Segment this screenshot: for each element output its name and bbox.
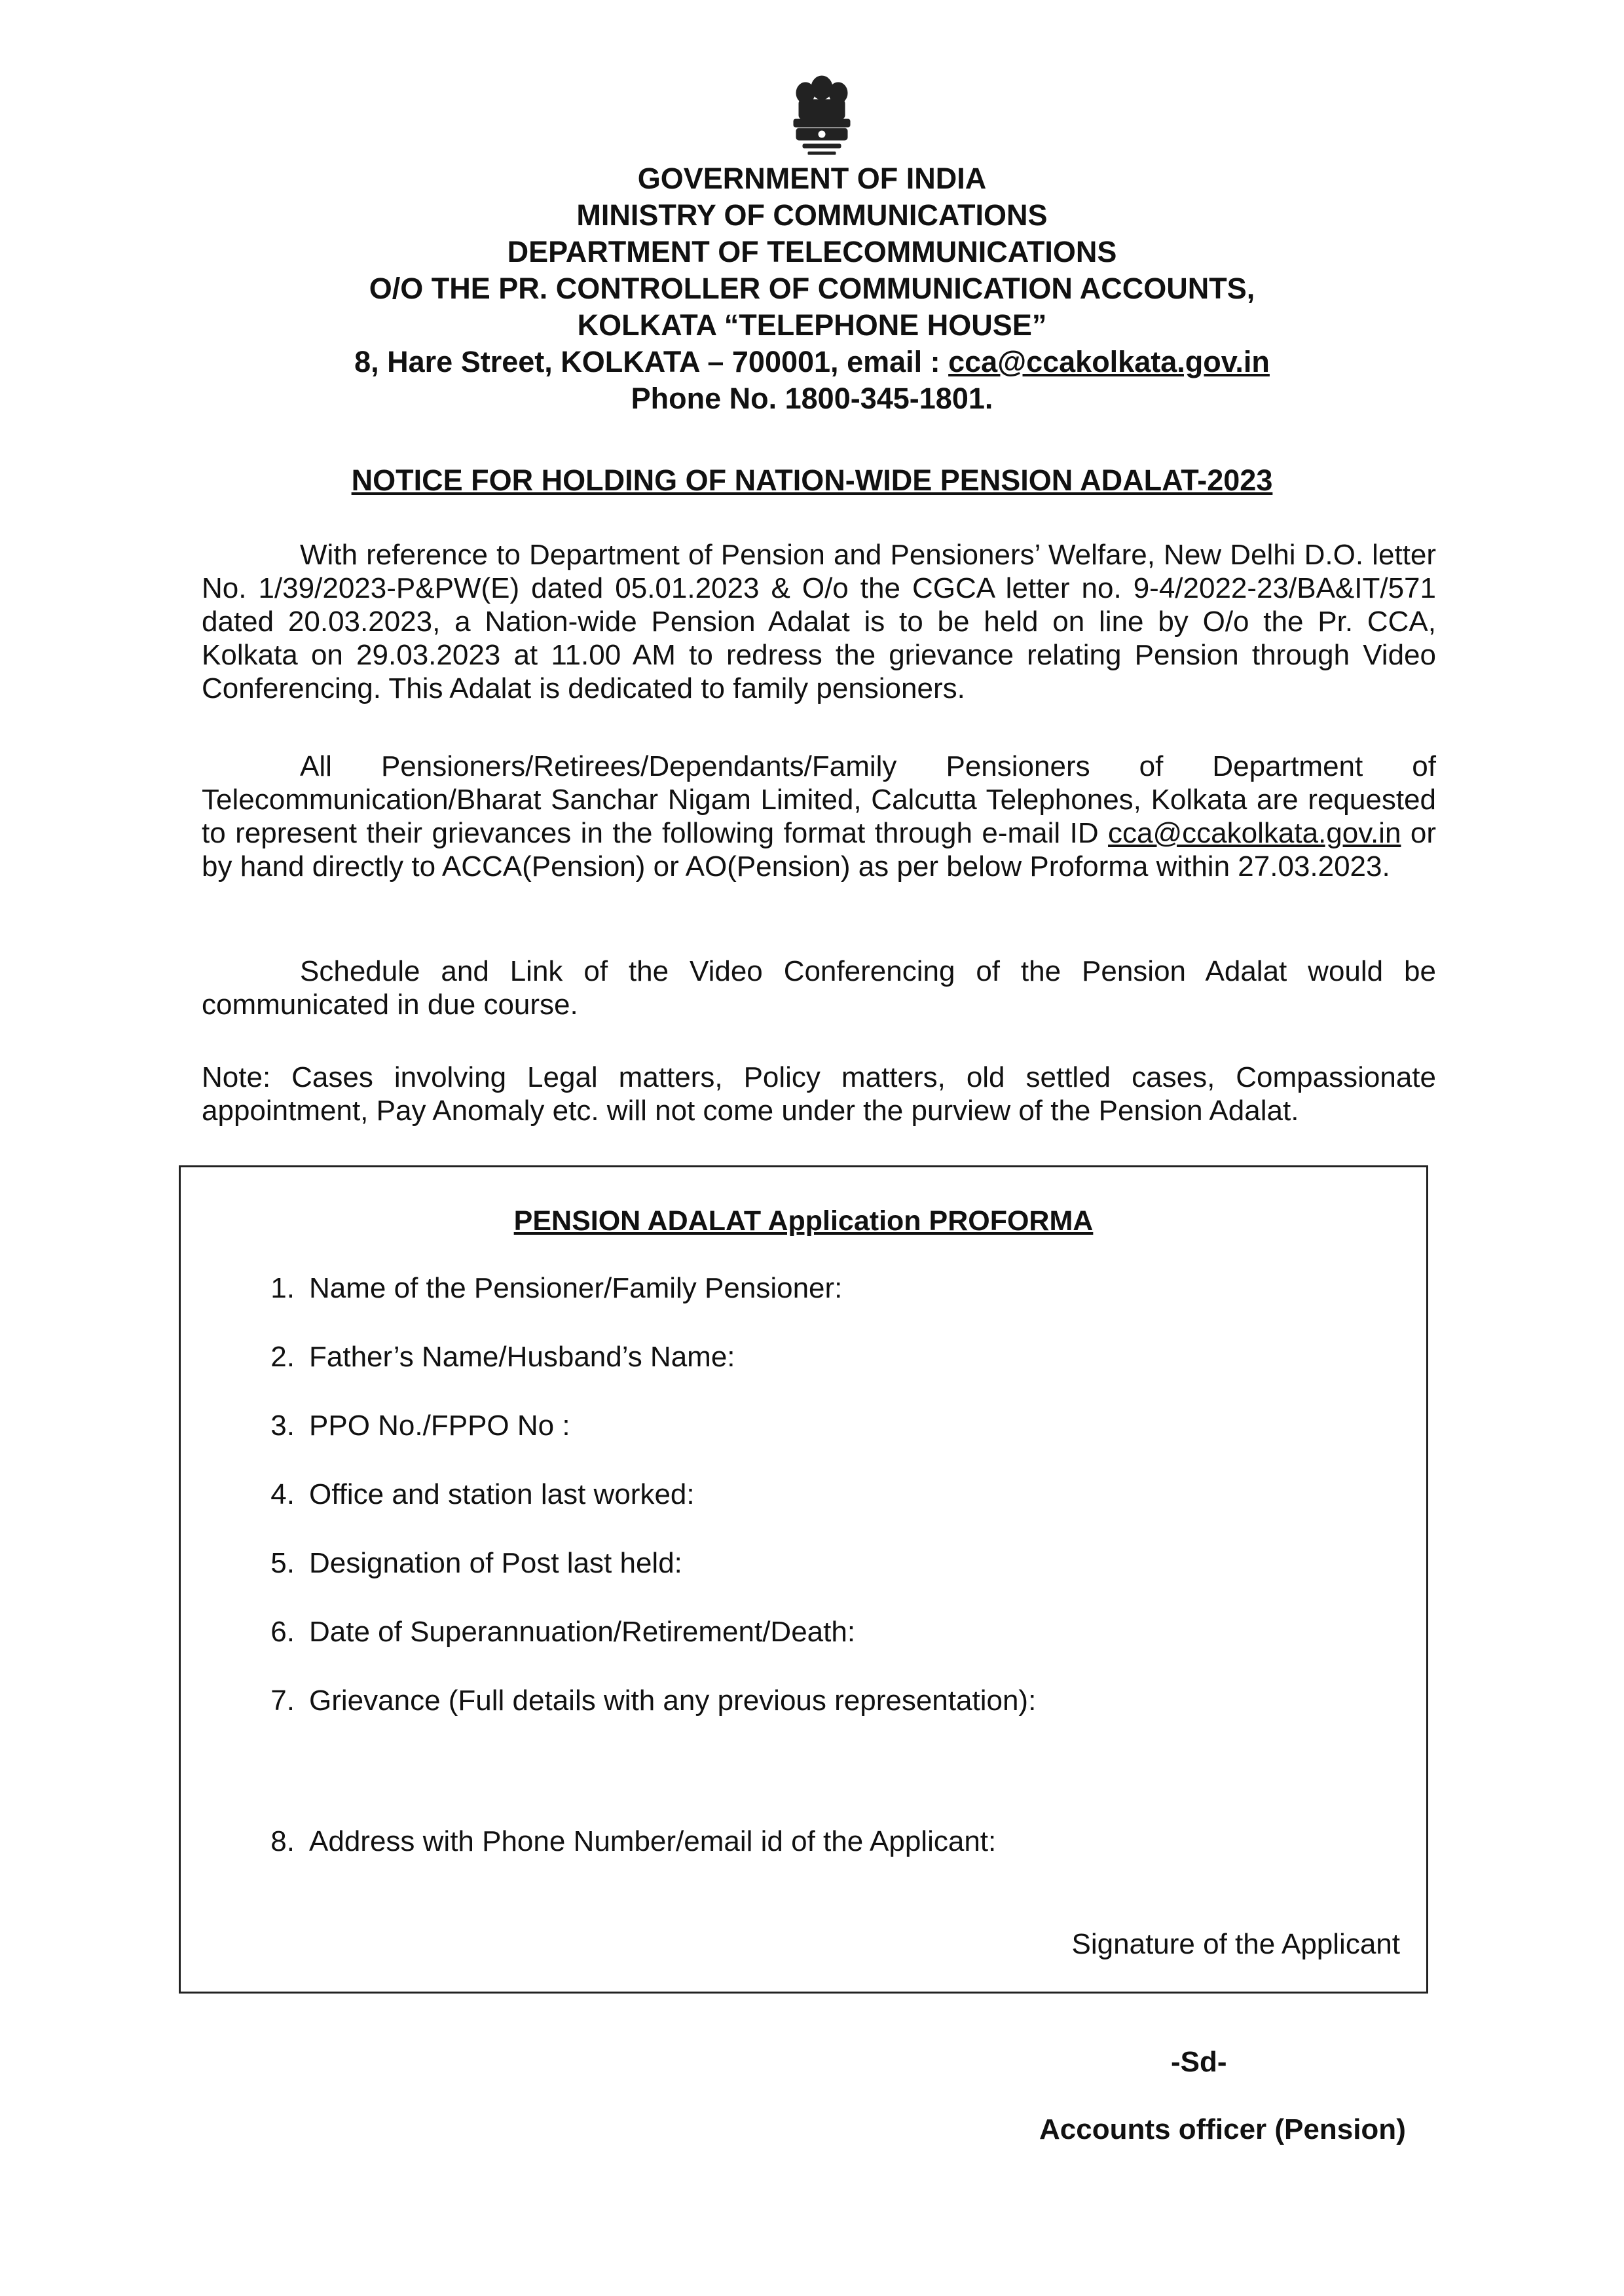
proforma-item-label: Name of the Pensioner/Family Pensioner: (309, 1272, 843, 1304)
proforma-item-number: 1. (270, 1272, 295, 1304)
proforma-item-number: 2. (270, 1341, 295, 1373)
proforma-item-label: Designation of Post last held: (309, 1547, 682, 1579)
proforma-item (246, 1825, 996, 1858)
proforma-item (246, 1685, 1036, 1717)
header-line-department: DEPARTMENT OF TELECOMMUNICATIONS (507, 235, 1117, 268)
signing-officer: Accounts officer (Pension) (1039, 2113, 1406, 2145)
header-line-ministry: MINISTRY OF COMMUNICATIONS (576, 198, 1048, 232)
proforma-item (246, 1272, 842, 1305)
notice-paragraph-2-text-before: All Pensioners/Retirees/Dependants/Family Pensioners of Department of Telecommunication/Bharat Sanchar Nigam Limited, Calcutta Telephones, Kolkata are requested to represent their grievances in the following format through e-mail ID (202, 750, 1436, 849)
notice-title: NOTICE FOR HOLDING OF NATION-WIDE PENSION ADALAT-2023 (351, 464, 1273, 497)
proforma-item-label: Address with Phone Number/email id of the Applicant: (309, 1825, 997, 1857)
proforma-title: PENSION ADALAT Application PROFORMA (513, 1205, 1094, 1237)
proforma-item-label: Office and station last worked: (309, 1478, 695, 1510)
notice-paragraph-1-text: With reference to Department of Pension and Pensioners’ Welfare, New Delhi D.O. letter No. 1/39/2023-P&PW(E) dated 05.01.2023 & O/o the CGCA letter no. 9-4/2022-23/BA&IT/571 dated 20.03.2023, a Nation-wide Pension Adalat is to be held on line by O/o the Pr. CCA, Kolkata on 29.03.2023 at 11.00 AM to redress the grievance relating Pension through Video Conferencing. This Adalat is dedicated to family pensioners. (202, 539, 1436, 704)
proforma-item-number: 7. (270, 1685, 295, 1717)
header-address: 8, Hare Street, KOLKATA – 700001, email : (354, 345, 949, 378)
notice-email-link[interactable]: cca@ccakolkata.gov.in (1108, 817, 1401, 849)
notice-paragraph-2-text-after: or by hand directly to ACCA(Pension) or AO(Pension) as per below Proforma within 27.03.2023. (202, 817, 1436, 883)
notice-paragraph-2 (202, 750, 1436, 883)
proforma-item-label: Date of Superannuation/Retirement/Death: (309, 1616, 856, 1648)
proforma-item (246, 1341, 735, 1374)
signature-of-applicant-label: Signature of the Applicant (1071, 1928, 1400, 1960)
notice-paragraph-1 (202, 538, 1436, 705)
proforma-item-number: 8. (270, 1825, 295, 1857)
notice-paragraph-3-text: Schedule and Link of the Video Conferencing of the Pension Adalat would be communicated in due course. (202, 955, 1436, 1021)
signed-mark: -Sd- (1171, 2046, 1227, 2078)
proforma-item-label: Grievance (Full details with any previous representation): (309, 1685, 1037, 1717)
proforma-item-label: PPO No./FPPO No : (309, 1410, 570, 1442)
proforma-item-number: 4. (270, 1478, 295, 1510)
notice-paragraph-3 (202, 955, 1436, 1021)
proforma-item-number: 3. (270, 1410, 295, 1442)
letterhead (0, 160, 1624, 417)
proforma-item (246, 1478, 695, 1511)
header-phone: Phone No. 1800-345-1801. (631, 382, 993, 415)
header-line-government: GOVERNMENT OF INDIA (637, 162, 987, 195)
ashoka-emblem-icon (779, 73, 864, 162)
proforma-item-label: Father’s Name/Husband’s Name: (309, 1341, 735, 1373)
header-line-office: O/O THE PR. CONTROLLER OF COMMUNICATION ACCOUNTS, (369, 272, 1255, 305)
proforma-item-number: 6. (270, 1616, 295, 1648)
header-email-link[interactable]: cca@ccakolkata.gov.in (948, 345, 1270, 378)
proforma-box (179, 1165, 1428, 1994)
proforma-item (246, 1547, 682, 1580)
proforma-item-number: 5. (270, 1547, 295, 1579)
proforma-item (246, 1616, 855, 1649)
header-address-line (0, 344, 1624, 380)
proforma-item (246, 1410, 570, 1442)
notice-note: Note: Cases involving Legal matters, Policy matters, old settled cases, Compassionate appointment, Pay Anomaly etc. will not come under the purview of the Pension Adalat. (202, 1061, 1436, 1127)
header-line-kolkata: KOLKATA “TELEPHONE HOUSE” (577, 308, 1047, 342)
